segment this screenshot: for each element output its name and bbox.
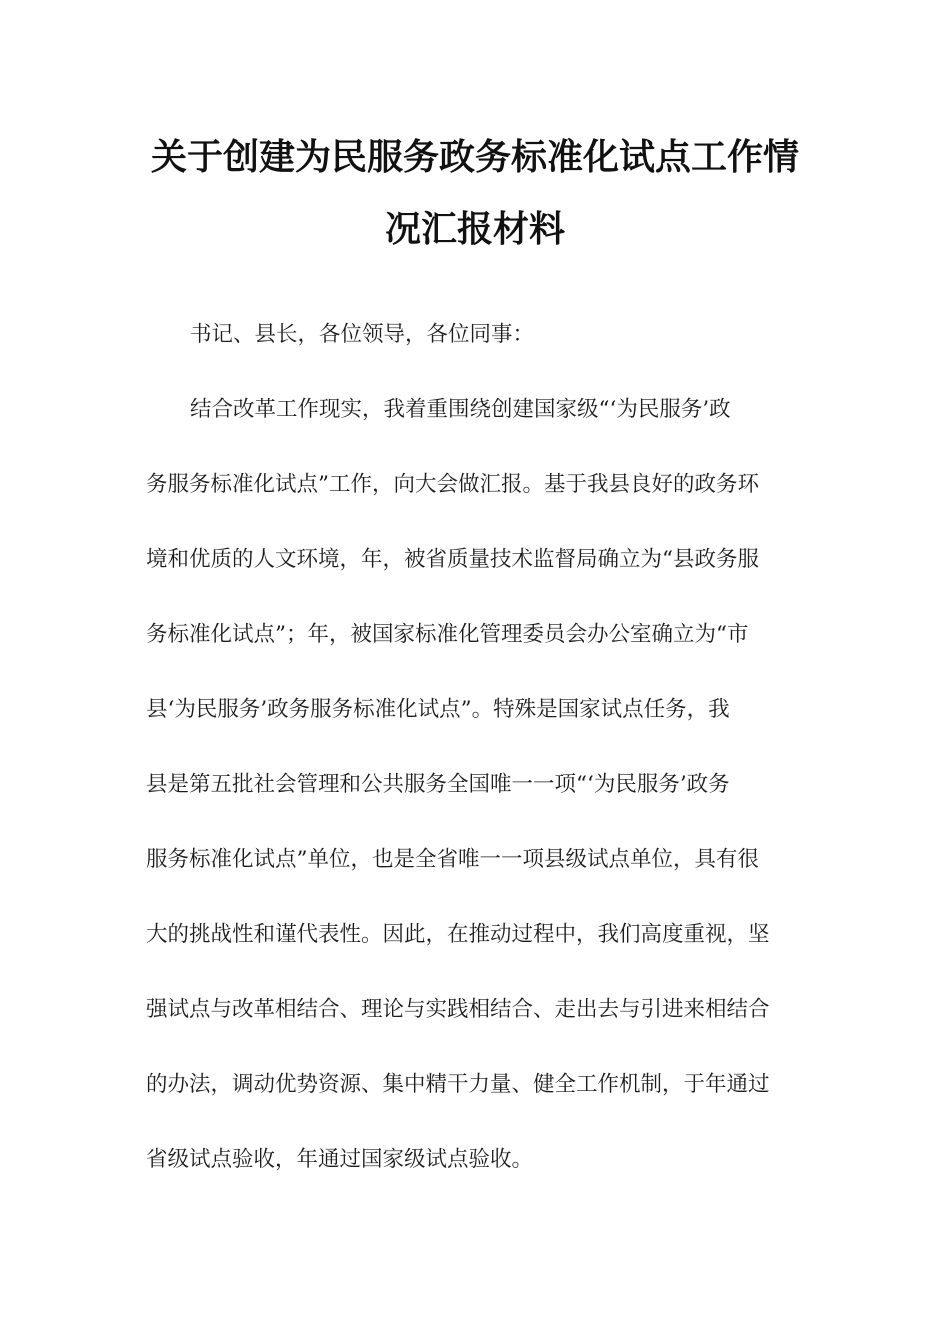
- paragraph-line: 的办法，调动优势资源、集中精干力量、健全工作机制，于年通过: [146, 1072, 770, 1097]
- paragraph-line: 县‘为民服务’政务服务标准化试点”。特殊是国家试点任务，我: [146, 697, 730, 722]
- document-body: [146, 312, 796, 1212]
- paragraph-line: 强试点与改革相结合、理论与实践相结合、走出去与引进来相结合: [146, 997, 770, 1022]
- paragraph-line: 务标准化试点”；年，被国家标准化管理委员会办公室确立为“市: [146, 622, 749, 647]
- paragraph-line: 省级试点验收，年通过国家级试点验收。: [146, 1147, 534, 1172]
- body-paragraph-1: [146, 387, 796, 1183]
- paragraph-line: 结合改革工作现实，我着重围绕创建国家级“‘为民服务’政: [190, 397, 731, 422]
- document-title: [140, 122, 810, 266]
- paragraph-line: 大的挑战性和谨代表性。因此，在推动过程中，我们高度重视，坚: [146, 922, 770, 947]
- paragraph-line: 务服务标准化试点”工作，向大会做汇报。基于我县良好的政务环: [146, 472, 759, 497]
- title-line-2: 况汇报材料: [384, 209, 565, 250]
- paragraph-line: 县是第五批社会管理和公共服务全国唯一一项“‘为民服务’政务: [146, 772, 730, 797]
- paragraph-line: 服务标准化试点”单位，也是全省唯一一项县级试点单位，具有很: [146, 847, 759, 872]
- greeting-paragraph: [146, 312, 796, 358]
- greeting-line: 书记、县长，各位领导，各位同事：: [190, 322, 535, 347]
- paragraph-line: 境和优质的人文环境，年，被省质量技术监督局确立为“县政务服: [146, 547, 759, 572]
- title-line-1: 关于创建为民服务政务标准化试点工作情: [150, 137, 799, 178]
